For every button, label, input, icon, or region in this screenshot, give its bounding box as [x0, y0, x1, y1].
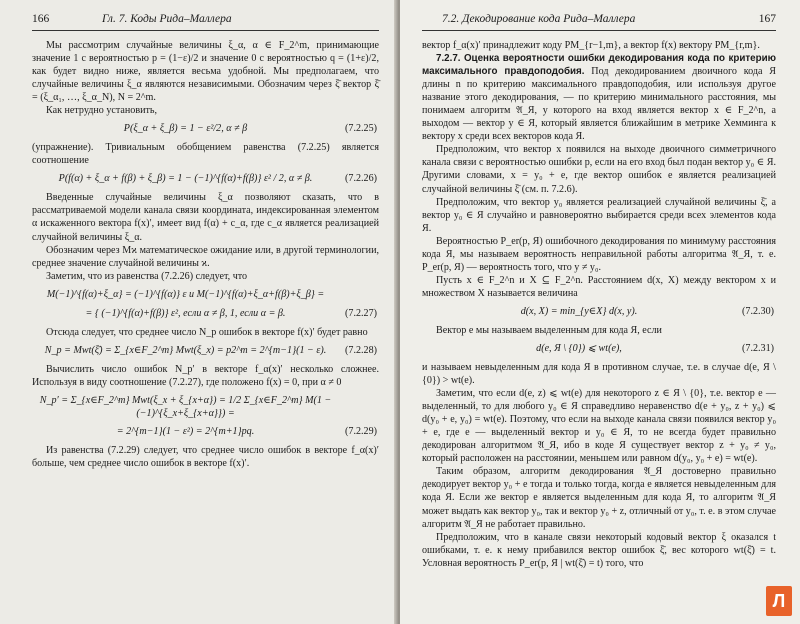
- equation-formula: = { (−1)^{f(α)+f(β)} ε², если α ≠ β, 1, если α = β.: [85, 307, 286, 319]
- right-page-text: [422, 39, 776, 570]
- equation-formula: d(x, X) = min_{y∈X} d(x, y).: [520, 305, 638, 317]
- equation-formula: P(ξ_α + ξ_β) = 1 − ε²/2, α ≠ β: [123, 123, 248, 135]
- text-paragraph: Предположим, что в канале связи некоторый кодовый вектор ξ оказался t ошибками, т. е. к нему прибавился вектор ошибок ξ̄, вес которого wt(ξ̄) = t. Условная вероятность P_er(p, Я | wt(ξ̄) = t) того, что: [422, 531, 776, 569]
- equation-formula: N_p = Mwt(ξ̄) = Σ_{x∈F_2^m} Mwt(ξ_x) = p2^m = 2^{m−1}(1 − ε).: [44, 344, 327, 356]
- equation-number: (7.2.29): [345, 425, 377, 437]
- section-text: Под декодированием двоичного кода Я длины n по критерию максимального правдоподобия, или используя другое название этого декодирования, — по критерию минимального расстояния, мы понимаем алгоритм 𝔄_Я, у которого на вход является вектор x ∈ F_2^n, а выходом — вектор y ∈ Я, который является ближайшим в метрике Хемминга к вектору x среди всех векторов кода Я.: [422, 66, 776, 143]
- equation: [32, 344, 379, 358]
- equation: [32, 425, 379, 439]
- left-page: [0, 0, 397, 624]
- text-paragraph: Таким образом, алгоритм декодирования 𝔄_Я достоверно правильно декодирует вектор y₀ + e тогда и только тогда, когда e является невыделенным для кода Я. Если же вектор e является выделенным для кода Я, то алгоритм 𝔄_Я может выдать как вектор y₀, так и вектор y₀ + z, отличный от y₀, т. е. в этом случае алгоритм 𝔄_Я не работает правильно.: [422, 466, 776, 530]
- text-paragraph: Отсюда следует, что среднее число N_p ошибок в векторе f(x)′ будет равно: [46, 326, 368, 338]
- equation-number: (7.2.27): [345, 307, 377, 319]
- left-header-title: Гл. 7. Коды Рида–Маллера: [102, 13, 232, 25]
- equation-formula: P(f(α) + ξ_α + f(β) + ξ_β) = 1 − (−1)^{f(α)+f(β)} ε² / 2, α ≠ β.: [58, 173, 313, 185]
- text-paragraph: Мы рассмотрим случайные величины ξ_α, α ∈ F_2^m, принимающие значение 1 с вероятностью p = (1−ε)/2 и значение 0 с вероятностью q = (1+ε)/2, как будет видно ниже, является весьма удобной. Мы предполагаем, что случайные величины ξ_α являются независимыми. Обозначим через ξ̄ вектор ξ̄ = (ξ_α₁, …, ξ_α_N), N = 2^m.: [32, 40, 379, 104]
- equation-number: (7.2.28): [345, 344, 377, 356]
- text-paragraph: Заметим, что из равенства (7.2.26) следует, что: [46, 270, 248, 282]
- equation: [422, 342, 776, 356]
- right-running-head: [422, 12, 776, 31]
- text-paragraph: Предположим, что вектор x появился на выходе двоичного симметричного канала связи с вероятностью ошибки p, если на его вход был подан вектор y₀ ∈ Я. Другими словами, x = y₀ + e, где вектор ошибок e является реализацией случайной величины ξ̄ (см. п. 7.2.6).: [422, 144, 776, 195]
- section-heading: 7.2.7. Оценка вероятности ошибки декодирования кода по критерию максимального правдоподобия.: [422, 53, 776, 78]
- equation-number: (7.2.26): [345, 173, 377, 185]
- equation: [32, 288, 379, 302]
- left-running-head: [32, 12, 379, 31]
- text-paragraph: Обозначим через Mϰ математическое ожидание или, в другой терминологии, среднее значение случайной величины ϰ.: [32, 244, 379, 269]
- equation-number: (7.2.31): [742, 342, 774, 354]
- text-paragraph: Вычислить число ошибок N_p′ в векторе f_α(x)′ несколько сложнее. Используя в виду соотношение (7.2.27), где положено f(x) = 0, при α ≠ 0: [32, 363, 379, 388]
- text-paragraph: (упражнение). Тривиальным обобщением равенства (7.2.25) является соотношение: [32, 142, 379, 167]
- text-paragraph: Предположим, что вектор y₀ является реализацией случайной величины ξ̄, а вектор y₀ ∈ Я случайно и равновероятно выбирается среди всех элементов кода Я.: [422, 196, 776, 234]
- right-header-title: 7.2. Декодирование кода Рида–Маллера: [442, 13, 636, 25]
- text-paragraph: Заметим, что если d(e, z) ⩽ wt(e) для некоторого z ∈ Я \ {0}, т.е. вектор e — выделенный, то для любого y₀ ∈ Я справедливо неравенство d(e + y₀, z + y₀) ⩽ d(y₀ + e, y₀) = wt(e). Поэтому, что если на выходе канала связи появился вектор y₀ + e, где e — выделенный вектор и y₀ ∈ Я, то не всегда будет правильно декодирован алгоритмом 𝔄_Я, ибо в коде Я существует вектор z + y₀ ≠ y₀, который расположен на расстоянии, меньшем или равном d(y₀, y₀ + e) = wt(e).: [422, 388, 776, 465]
- equation-formula: N_p′ = Σ_{x∈F_2^m} Mwt(ξ_x + ξ_{x+α}) = 1/2 Σ_{x∈F_2^m} M(1 − (−1)^{ξ_x+ξ_{x+α}}) =: [39, 394, 332, 419]
- equation-formula: d(e, Я \ {0}) ⩽ wt(e),: [536, 342, 622, 354]
- section-paragraph: [422, 52, 776, 143]
- text-paragraph: Вектор e мы называем выделенным для кода Я, если: [436, 324, 662, 336]
- text-paragraph: Введенные случайные величины ξ_α позволяют сказать, что в рассматриваемой модели канала связи координата, индексированная элементом α искаженного вектора f(x)′, имеет вид f(α) + c_α, где c_α является реализацией случайной величины ξ_α.: [32, 192, 379, 243]
- equation: [32, 122, 379, 136]
- equation-number: (7.2.30): [742, 305, 774, 317]
- equation: [32, 172, 379, 186]
- right-page-number: 167: [758, 13, 776, 25]
- text-paragraph: Из равенства (7.2.29) следует, что среднее число ошибок в векторе f_α(x)′ больше, чем среднее число ошибок в векторе f(x)′.: [32, 444, 379, 469]
- equation: [32, 394, 379, 420]
- left-page-text: [32, 39, 379, 470]
- text-paragraph: вектор f_α(x)′ принадлежит коду PM_{r−1,m}, а вектор f(x) вектору PM_{r,m}.: [422, 40, 760, 51]
- text-paragraph: и называем невыделенным для кода Я в противном случае, т.е. в случае d(e, Я \ {0}) > wt(e).: [422, 361, 776, 387]
- publisher-logo: Л: [766, 586, 792, 616]
- equation-formula: = 2^{m−1}(1 − ε²) = 2^{m+1}pq.: [116, 425, 255, 437]
- equation: [422, 305, 776, 319]
- text-paragraph: Как нетрудно установить,: [46, 105, 158, 117]
- right-page: [400, 0, 800, 624]
- left-page-number: 166: [32, 13, 50, 25]
- equation-formula: M(−1)^{f(α)+ξ_α} = (−1)^{f(α)} ε и M(−1)^{f(α)+ξ_α+f(β)+ξ_β} =: [46, 288, 325, 300]
- equation-number: (7.2.25): [345, 123, 377, 135]
- equation: [32, 307, 379, 321]
- text-paragraph: Пусть x ∈ F_2^n и X ⊆ F_2^n. Расстоянием d(x, X) между вектором x и множеством X называется величина: [422, 274, 776, 299]
- text-paragraph: Вероятностью P_er(p, Я) ошибочного декодирования по минимуму расстояния кода Я, мы называем вероятность неправильной работы алгоритма 𝔄_Я, т. е. P_er(p, Я) — вероятность того, что y ≠ y₀.: [422, 235, 776, 273]
